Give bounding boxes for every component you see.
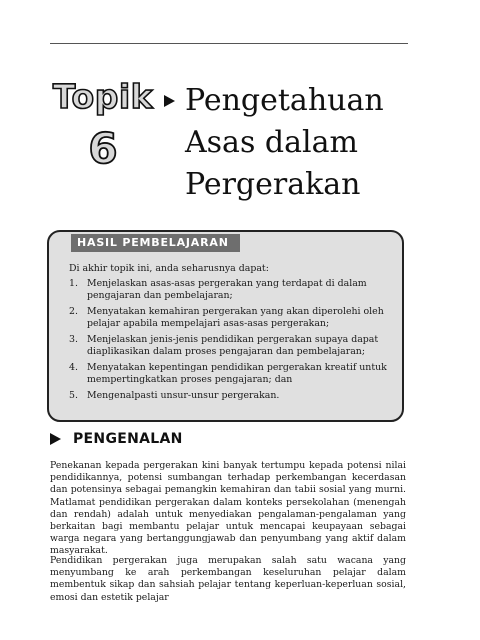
body-paragraph: Penekanan kepada pergerakan kini banyak tertumpu kepada potensi nilai pendidikannya, potensi sumbangan terhadap perkembangan kecerdasan dan potensinya sebagai pemangkin kemahiran dan tabii sosial yang murni. Matlamat pendidikan pergerakan dalam konteks persekolahan (menengah dan rendah) adalah untuk menyediakan pengalaman-pengalaman yang berkaitan bagi membantu pelajar untuk mencapai keupayaan sebagai warga negara yang bertanggungjawab dan penyumbang yang aktif dalam masyarakat.: [50, 460, 406, 557]
topic-label: Topik: [52, 77, 154, 116]
top-rule: [50, 43, 408, 44]
chapter-title-line: Pergerakan: [185, 167, 361, 202]
list-item-text: Menjelaskan jenis-jenis pendidikan pergerakan supaya dapat diaplikasikan dalam proses pengajaran dan pembelajaran;: [87, 334, 379, 357]
learning-outcomes-list: [69, 278, 394, 406]
list-item-number: 1.: [69, 278, 78, 289]
section-arrow-icon: [50, 433, 61, 445]
title-arrow-icon: [164, 95, 175, 107]
list-item: [69, 390, 394, 402]
list-item: [69, 362, 394, 386]
learning-outcomes-box: [47, 230, 404, 422]
list-item-text: Mengenalpasti unsur-unsur pergerakan.: [87, 390, 280, 401]
list-item-number: 2.: [69, 306, 78, 317]
chapter-title-line: Pengetahuan: [185, 83, 384, 118]
list-item-text: Menyatakan kepentingan pendidikan pergerakan kreatif untuk mempertingkatkan proses pengajaran; dan: [87, 362, 387, 385]
chapter-title: [185, 80, 384, 206]
chapter-title-line: Asas dalam: [185, 125, 358, 160]
list-item-text: Menjelaskan asas-asas pergerakan yang terdapat di dalam pengajaran dan pembelajaran;: [87, 278, 367, 301]
list-item-number: 3.: [69, 334, 78, 345]
learning-outcomes-intro: Di akhir topik ini, anda seharusnya dapat:: [69, 263, 269, 274]
list-item: [69, 306, 394, 330]
list-item: [69, 334, 394, 358]
topic-number: 6: [88, 124, 118, 173]
list-item-number: 4.: [69, 362, 78, 373]
body-paragraph: Pendidikan pergerakan juga merupakan salah satu wacana yang menyumbang ke arah perkembangan keseluruhan pelajar dalam membentuk sikap dan sahsiah pelajar tentang keperluan-keperluan sosial, emosi dan estetik pelajar: [50, 555, 406, 603]
learning-outcomes-header: HASIL PEMBELAJARAN: [71, 234, 240, 252]
list-item-text: Menyatakan kemahiran pergerakan yang akan diperolehi oleh pelajar apabila mempelajari asas-asas pergerakan;: [87, 306, 384, 329]
list-item: [69, 278, 394, 302]
list-item-number: 5.: [69, 390, 78, 401]
section-heading: PENGENALAN: [73, 431, 183, 447]
